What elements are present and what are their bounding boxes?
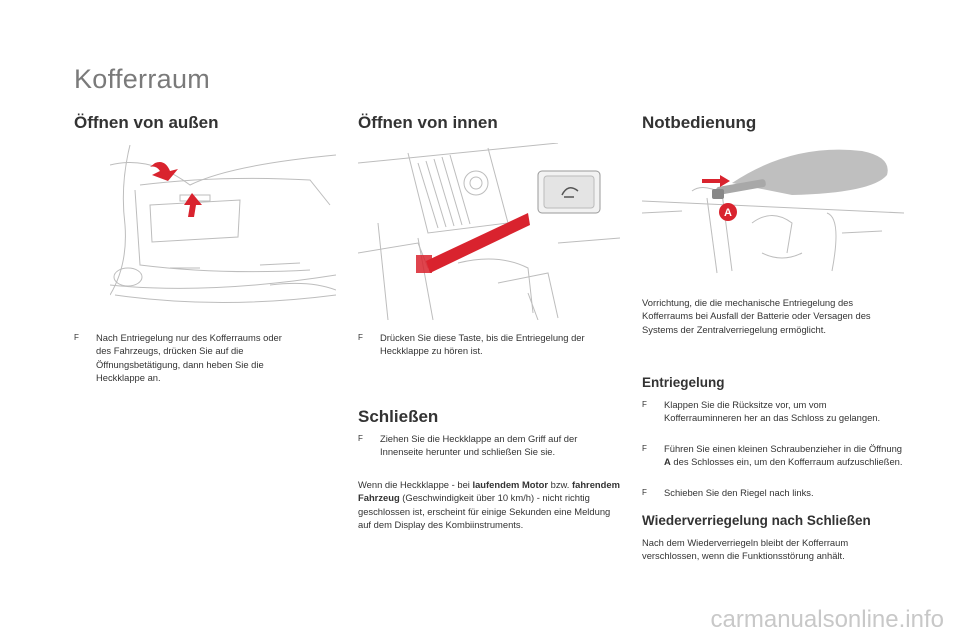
- bullet-text: Ziehen Sie die Heckklappe an dem Griff auf der Innenseite herunter und schließen Sie sie.: [380, 433, 578, 458]
- bullet-text: Nach Entriegelung nur des Kofferraums oder des Fahrzeugs, drücken Sie auf die Öffnungsbetätigung, dann heben Sie die Heckklappe an.: [96, 332, 282, 384]
- warning-bold-engine: laufendem Motor: [472, 479, 549, 490]
- bullet-text: [664, 442, 904, 469]
- list-item: [642, 398, 904, 425]
- list-item: [358, 331, 620, 358]
- list-item: [358, 432, 620, 459]
- bullet-text: Drücken Sie diese Taste, bis die Entriegelung der Heckklappe zu hören ist.: [380, 332, 585, 357]
- bullet-text-part: Führen Sie einen kleinen Schraubenzieher in die Öffnung: [664, 443, 903, 454]
- warning-paragraph: [358, 478, 620, 532]
- list-item: [642, 442, 904, 469]
- bullet-text-part: des Schlosses ein, um den Kofferraum aufzuschließen.: [670, 456, 903, 468]
- subheading-relocking: Wiederverriegelung nach Schließen: [642, 513, 871, 528]
- illustration-rear-tailgate: [110, 145, 336, 320]
- bullet-symbol: F: [642, 488, 647, 497]
- page-title: Kofferraum: [74, 64, 211, 94]
- illustration-dashboard-button: [358, 143, 620, 320]
- bullet-symbol: F: [642, 400, 647, 409]
- bullet-symbol: F: [642, 444, 647, 453]
- warning-text: (Geschwindigkeit über 10 km/h) - nicht richtig geschlossen ist, erscheint für einige Sekunden eine Meldung auf dem Display des Kombiinstruments.: [358, 492, 611, 531]
- bullet-text-bold: A: [664, 456, 671, 468]
- bullet-text: Schieben Sie den Riegel nach links.: [664, 487, 814, 498]
- section-heading-closing: Schließen: [358, 407, 439, 426]
- callout-a-label: A: [724, 207, 732, 219]
- watermark: carmanualsonline.info: [710, 606, 944, 633]
- section-heading-emergency: Notbedienung: [642, 113, 757, 132]
- warning-bold-vehicle: fahrendem Fahrzeug: [358, 479, 620, 504]
- warning-text: bzw.: [548, 479, 572, 490]
- bullet-symbol: F: [358, 434, 363, 443]
- illustration-emergency-lock: [642, 143, 904, 275]
- bullet-text: Klappen Sie die Rücksitze vor, um vom Kofferrauminneren her an das Schloss zu gelangen.: [664, 399, 881, 424]
- list-item: [74, 331, 296, 385]
- subheading-unlocking: Entriegelung: [642, 375, 725, 390]
- section-heading-open-inside: Öffnen von innen: [358, 113, 498, 132]
- list-item: [642, 486, 904, 499]
- warning-text: Wenn die Heckklappe - bei: [358, 479, 473, 490]
- bullet-symbol: F: [358, 333, 363, 342]
- bullet-symbol: F: [74, 333, 79, 342]
- section-heading-open-outside: Öffnen von außen: [74, 113, 219, 132]
- relock-paragraph: Nach dem Wiederverriegeln bleibt der Kofferraum verschlossen, wenn die Funktionsstörung anhält.: [642, 537, 849, 562]
- emergency-intro: Vorrichtung, die die mechanische Entriegelung des Kofferraums bei Ausfall der Batterie oder Versagen des Systems der Zentralverriegelung ermöglicht.: [642, 297, 871, 335]
